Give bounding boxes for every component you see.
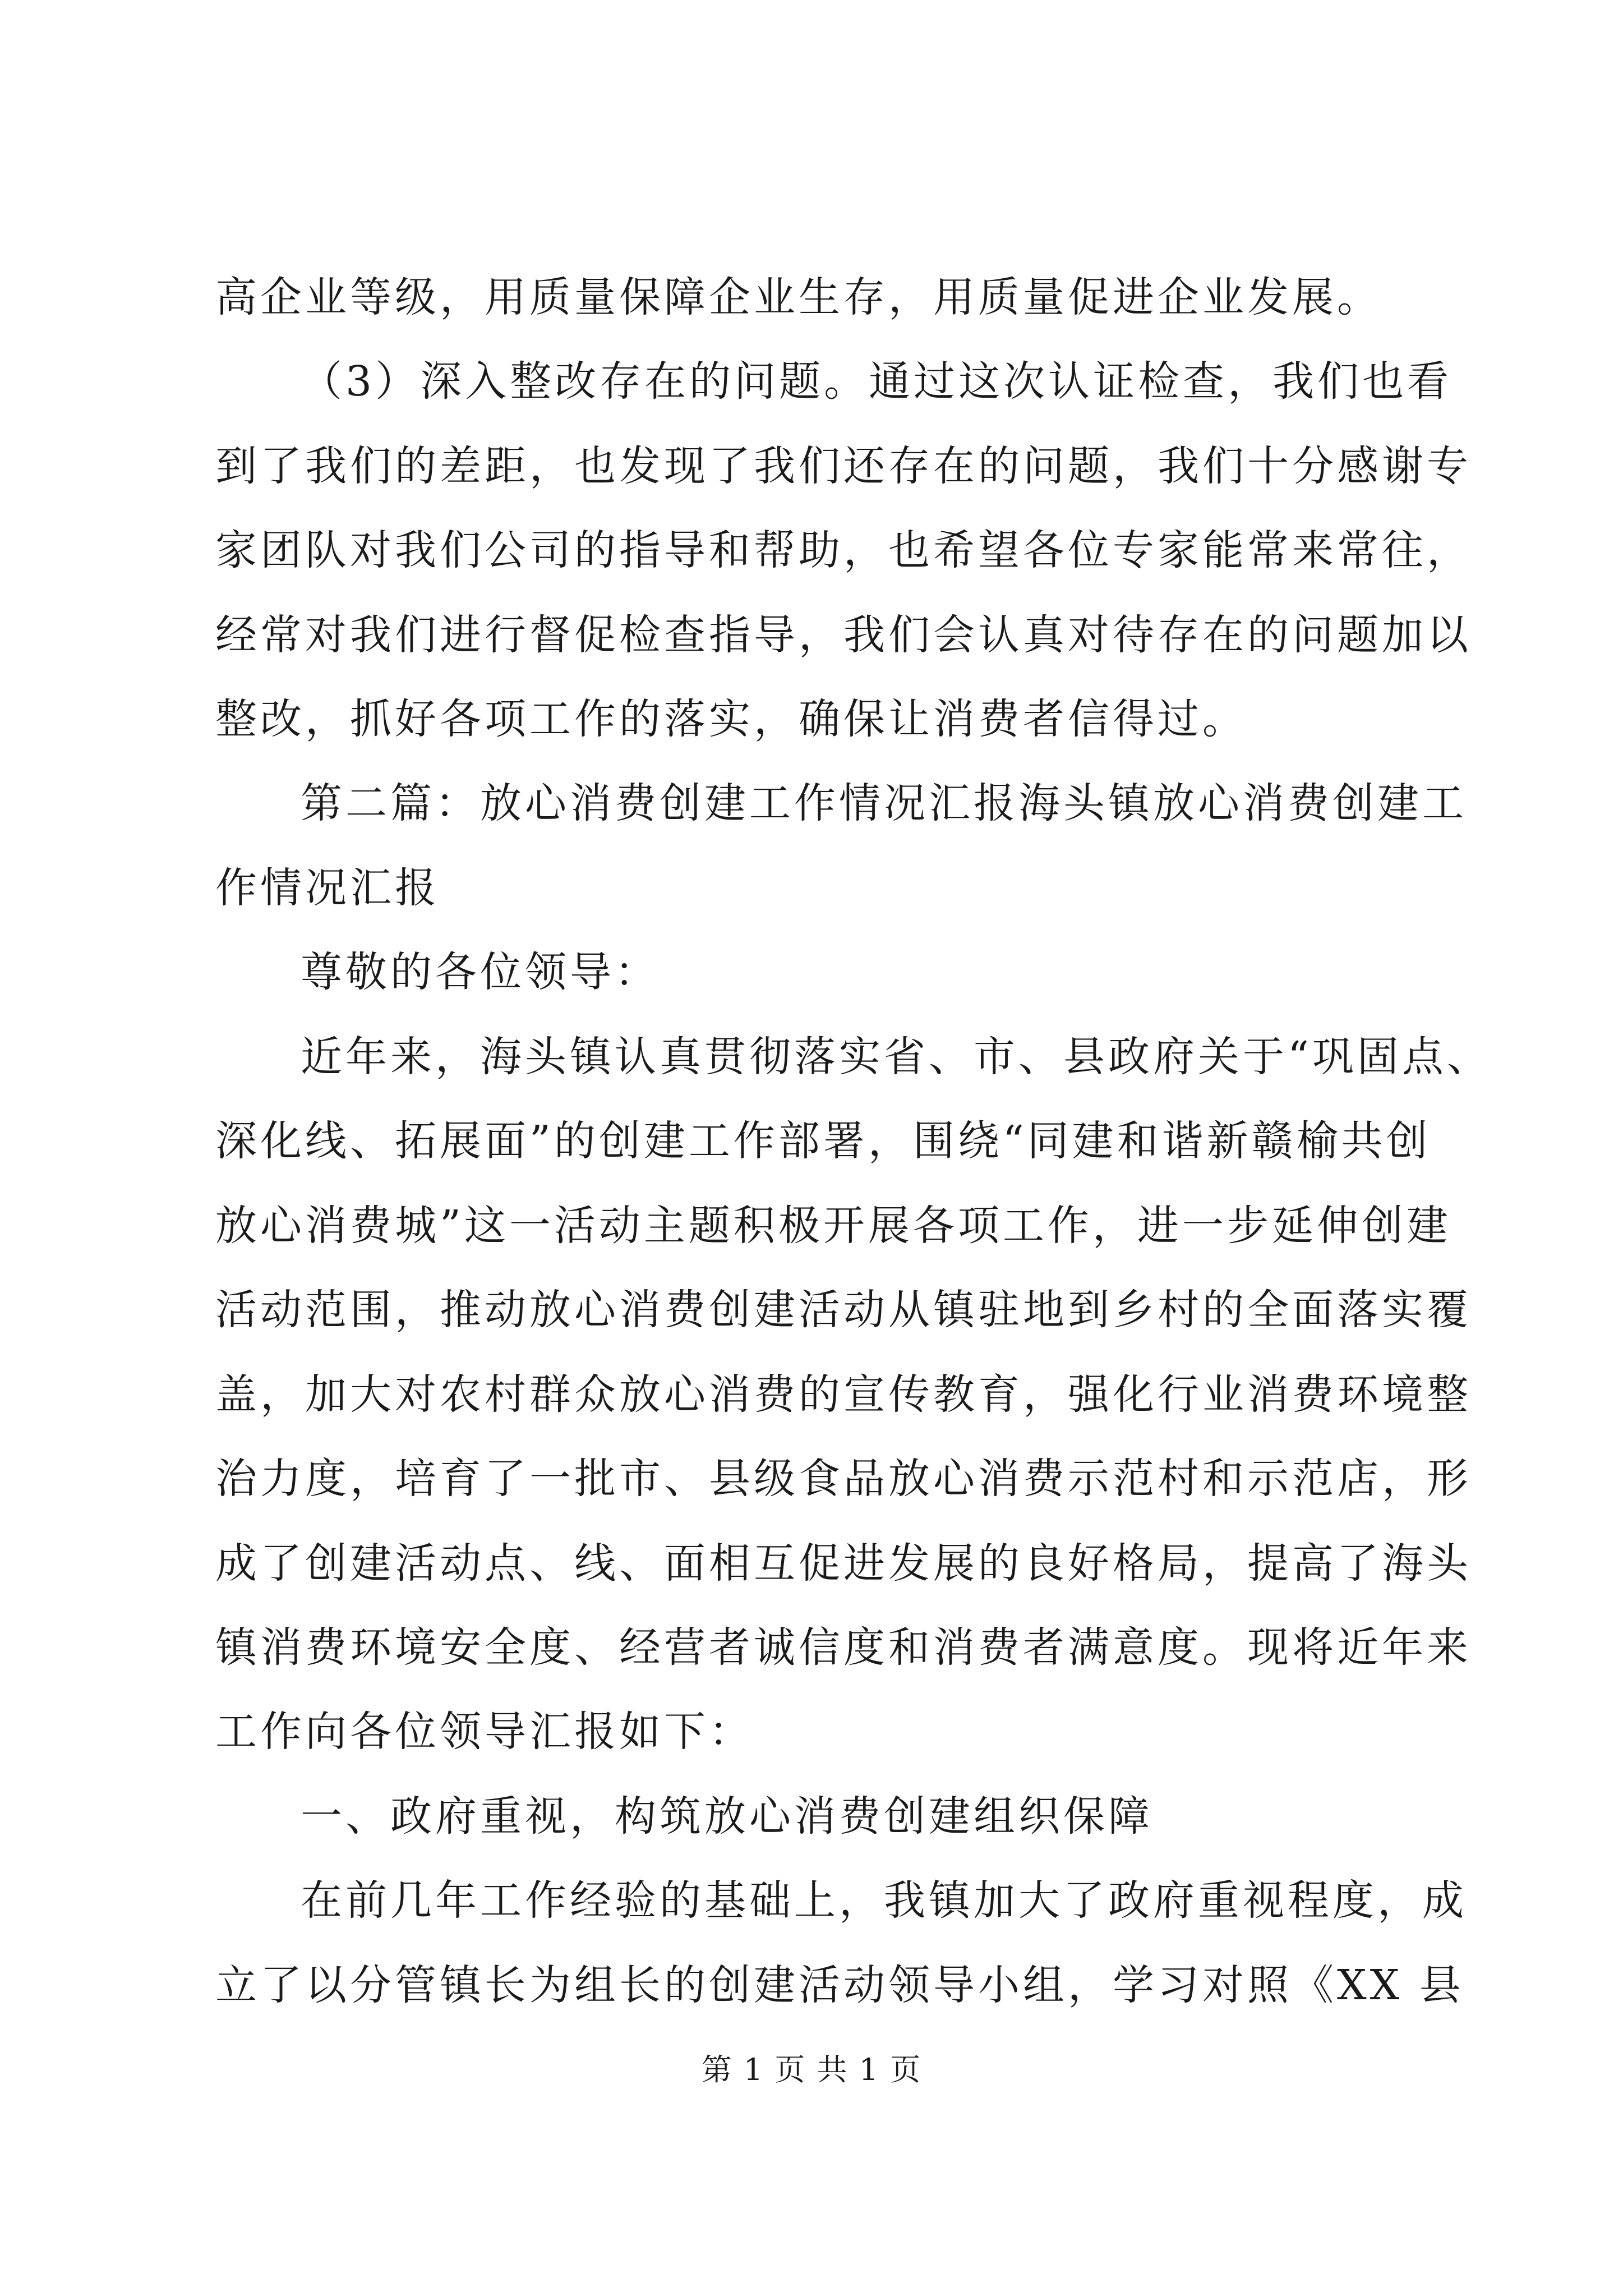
section-heading: 作情况汇报 bbox=[215, 864, 440, 912]
text-line: 放心消费城”这一活动主题积极开展各项工作，进一步延伸创建 bbox=[215, 1202, 1451, 1250]
text-line: 镇消费环境安全度、经营者诚信度和消费者满意度。现将近年来 bbox=[215, 1623, 1472, 1672]
text-line: 高企业等级，用质量保障企业生存，用质量促进企业发展。 bbox=[215, 273, 1382, 321]
text-line: 深化线、拓展面”的创建工作部署，围绕“同建和谐新赣榆共创 bbox=[215, 1117, 1431, 1165]
text-line: （3）深入整改存在的问题。通过这次认证检查，我们也看 bbox=[301, 357, 1453, 406]
page-footer: 第 1 页 共 1 页 bbox=[701, 2052, 922, 2087]
text-line: 在前几年工作经验的基础上，我镇加大了政府重视程度，成 bbox=[301, 1876, 1467, 1925]
text-line: 盖，加大对农村群众放心消费的宣传教育，强化行业消费环境整 bbox=[215, 1370, 1472, 1419]
text-line: 工作向各位领导汇报如下： bbox=[215, 1708, 754, 1756]
text-line: 立了以分管镇长为组长的创建活动领导小组，学习对照《XX 县 bbox=[215, 1961, 1464, 2009]
text-line: 活动范围，推动放心消费创建活动从镇驻地到乡村的全面落实覆 bbox=[215, 1286, 1472, 1334]
text-line: 治力度，培育了一批市、县级食品放心消费示范村和示范店，形 bbox=[215, 1455, 1472, 1503]
section-heading: 第二篇：放心消费创建工作情况汇报海头镇放心消费创建工 bbox=[301, 779, 1467, 827]
text-line: 经常对我们进行督促检查指导，我们会认真对待存在的问题加以 bbox=[215, 611, 1472, 659]
text-line: 整改，抓好各项工作的落实，确保让消费者信得过。 bbox=[215, 695, 1247, 743]
salutation: 尊敬的各位领导： bbox=[301, 948, 660, 996]
subsection-heading: 一、政府重视，构筑放心消费创建组织保障 bbox=[301, 1792, 1153, 1841]
text-line: 成了创建活动点、线、面相互促进发展的良好格局，提高了海头 bbox=[215, 1539, 1472, 1588]
text-line: 家团队对我们公司的指导和帮助，也希望各位专家能常来常往， bbox=[215, 526, 1472, 574]
text-line: 近年来，海头镇认真贯彻落实省、市、县政府关于“巩固点、 bbox=[301, 1033, 1492, 1081]
text-line: 到了我们的差距，也发现了我们还存在的问题，我们十分感谢专 bbox=[215, 442, 1472, 490]
